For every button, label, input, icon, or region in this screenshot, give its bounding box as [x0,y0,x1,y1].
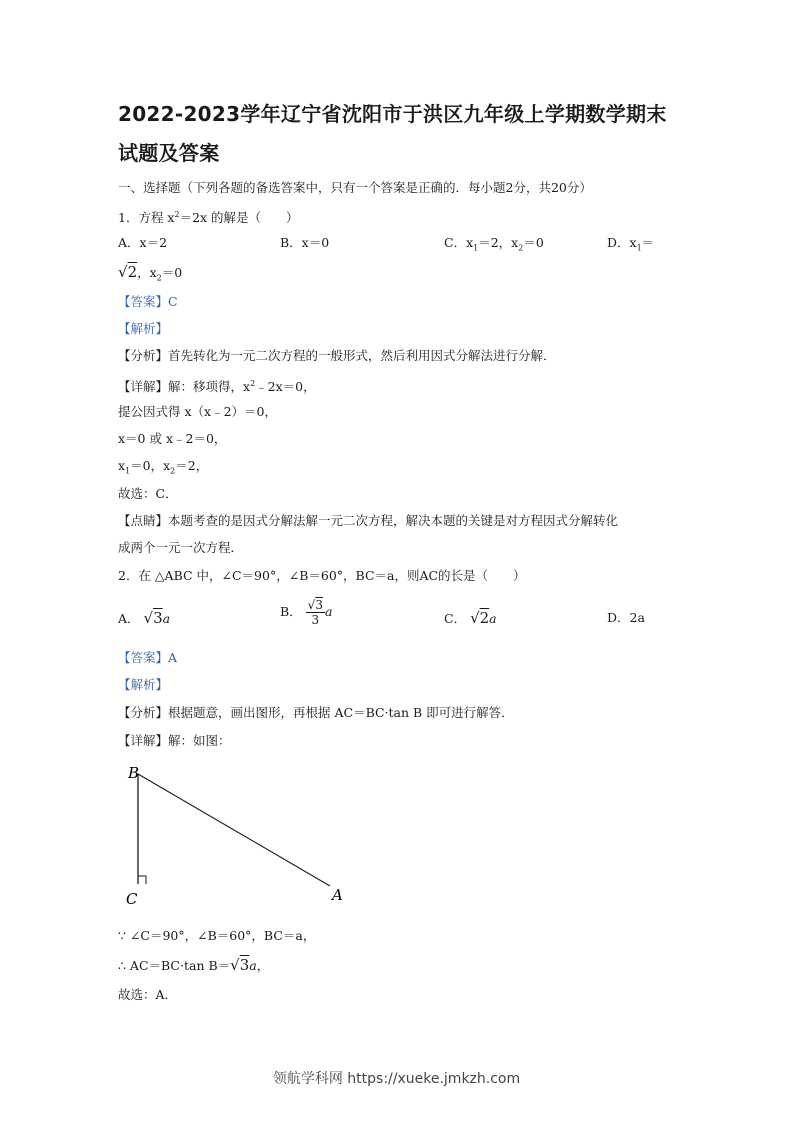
q2-option-b: B． $\frac{√3}{3}$ a [280,598,333,627]
q1-step1: 提公因式得 x（x﹣2）＝0， [118,404,277,419]
q1-analysis-label: 【解析】 [118,321,169,336]
footer-watermark: 领航学科网 https://xueke.jmkzh.com [272,1071,521,1087]
q2-option-a: A． √3a [118,609,171,627]
q2-option-c: C． √2a [444,609,497,627]
q2-since: ∵ ∠C＝90°，∠B＝60°，BC＝a， [118,928,316,943]
q1-choose: 故选：C． [118,486,178,501]
q2-option-d: D．2a [607,610,645,625]
q1-detail: 【详解】解：移项得，$x^2﹣2x=0$， [118,379,316,395]
q1-comment-line1: 【点睛】本题考查的是因式分解法解一元二次方程，解决本题的关键是对方程因式分解转化 [118,513,619,528]
q1-option-d-cont: √2，$x_2=0$ [118,263,183,283]
q2-stem: 2．在 △ABC 中，∠C＝90°，∠B＝60°，BC＝a，则AC的长是（ ） [118,568,526,583]
q2-analysis-label: 【解析】 [118,677,169,692]
q1-stem: 1．方程 $x^2=2x$ 的解是（ ） [118,210,299,226]
section-heading: 一、选择题（下列各题的备选答案中，只有一个答案是正确的．每小题2分，共20分） [118,180,592,195]
q1-option-d: D．$x_1=$ [607,235,655,253]
q2-answer: 【答案】A [118,650,178,665]
document-title-line1: 2022-2023学年辽宁省沈阳市于洪区九年级上学期数学期末 [118,102,667,126]
q1-fenxi: 【分析】首先转化为一元二次方程的一般形式，然后利用因式分解法进行分解． [118,348,556,363]
q1-step2: x＝0 或 x﹣2＝0， [118,431,227,446]
side-ba [138,774,330,886]
q1-answer: 【答案】C [118,294,178,309]
document-title-line2: 试题及答案 [118,141,220,165]
q2-detail: 【详解】解：如图： [118,733,231,748]
q1-option-b: B．x＝0 [280,235,330,250]
label-c: C [126,890,138,908]
label-b: B [128,764,140,782]
triangle-figure [120,760,360,910]
q2-choose: 故选：A． [118,987,178,1002]
q1-option-a: A．x＝2 [118,235,168,250]
q1-step3: $x_1=0$，$x_2=2$， [118,458,209,476]
q1-comment-line2: 成两个一元一次方程． [118,540,244,555]
label-a: A [332,886,343,904]
q2-fenxi: 【分析】根据题意，画出图形，再根据 AC＝BC·tan B 即可进行解答． [118,705,514,720]
q2-therefore: ∴ AC＝BC·tan B＝√3a， [118,956,270,974]
right-angle-mark [138,876,146,884]
q1-option-c: C．$x_1=2$，$x_2=0$ [444,235,544,253]
